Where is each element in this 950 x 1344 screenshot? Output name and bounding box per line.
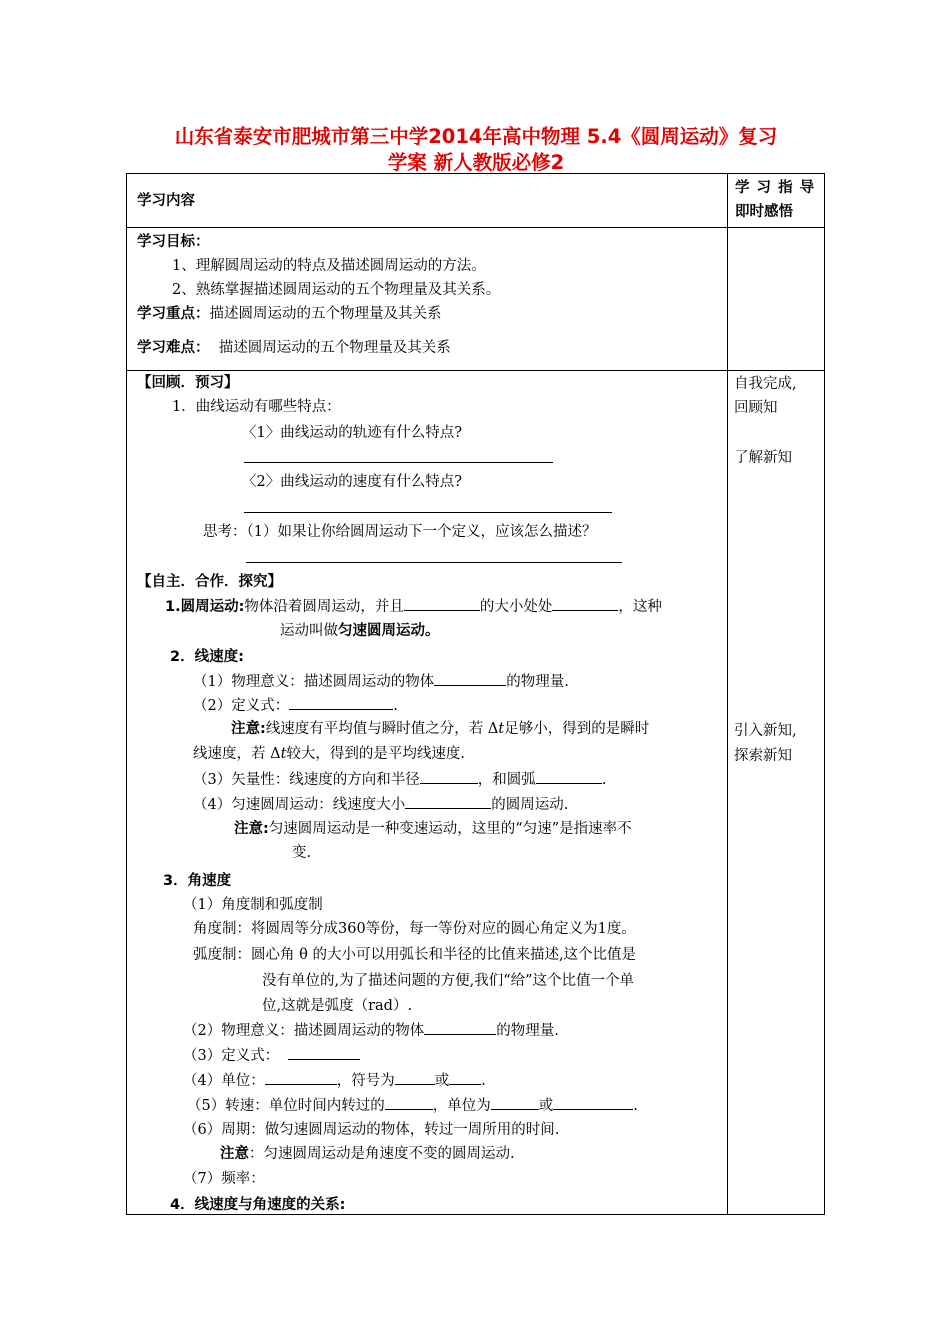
lv-meaning: 的物理量. <box>506 674 569 690</box>
circular-motion-text: 的大小处处 <box>479 599 553 615</box>
answer-line <box>244 512 612 513</box>
header-insight: 即时感悟 <box>735 204 793 220</box>
av-period: （6）周期：做匀速圆周运动的物体，转过一周所用的时间. <box>183 1122 560 1138</box>
lv-uniform: 的圆周运动. <box>491 797 569 813</box>
study-table <box>126 173 825 1215</box>
blank <box>491 1095 539 1110</box>
av-meaning: （2）物理意义：描述圆周运动的物体 <box>183 1023 425 1039</box>
blank <box>552 596 618 611</box>
av-rotation-speed: 或 <box>538 1098 554 1114</box>
av-degree-radian: （1）角度制和弧度制 <box>183 897 323 913</box>
difficulty-text: 描述圆周运动的五个物理量及其关系 <box>218 340 451 356</box>
goals-label: 学习目标： <box>137 234 210 250</box>
lv-vector: （3）矢量性：线速度的方向和半径 <box>193 772 420 788</box>
blank <box>405 794 491 809</box>
side-note-explore: 探索新知 <box>734 748 792 764</box>
lv-vector: ，和圆弧 <box>477 772 536 788</box>
lv-note: 线速度有平均值与瞬时值之分，若 Δ <box>265 721 499 737</box>
document-title-line2: 学案 新人教版必修2 <box>387 151 565 174</box>
av-rotation-speed: . <box>633 1098 638 1114</box>
review-question-1: 1．曲线运动有哪些特点： <box>172 399 341 415</box>
circular-motion-text: ，这种 <box>618 599 662 615</box>
note-label: 注意 <box>220 1146 249 1162</box>
blank <box>385 1095 433 1110</box>
column-divider <box>727 174 728 1214</box>
difficulty-label: 学习难点： <box>137 340 210 356</box>
av-unit: （4）单位： <box>183 1073 265 1089</box>
blank <box>424 1020 496 1035</box>
circular-motion-label: 1.圆周运动: <box>165 599 245 615</box>
av-radian-def: 位,这就是弧度（rad）. <box>262 998 413 1014</box>
blank <box>395 1070 435 1085</box>
side-note-self-complete: 自我完成, <box>734 376 797 392</box>
side-note-review: 回顾知 <box>734 400 778 416</box>
linear-velocity-heading: 2．线速度: <box>170 649 244 665</box>
lv-note: 线速度，若 Δ <box>193 746 281 762</box>
av-unit: ，符号为 <box>336 1073 395 1089</box>
blank <box>404 596 480 611</box>
review-question-1b: 〈2〉曲线运动的速度有什么特点? <box>242 474 462 490</box>
av-meaning: 的物理量. <box>496 1023 559 1039</box>
review-question-1a: 〈1〉曲线运动的轨迹有什么特点? <box>242 425 462 441</box>
av-note: ：匀速圆周运动是角速度不变的圆周运动. <box>249 1146 515 1162</box>
blank <box>553 1095 633 1110</box>
key-point-label: 学习重点： <box>137 306 210 322</box>
goal-item-1: 1、理解圆周运动的特点及描述圆周运动的方法。 <box>172 258 486 274</box>
angular-velocity-heading: 3．角速度 <box>163 873 232 889</box>
blank <box>420 769 478 784</box>
lv-note: 较大，得到的是平均线速度. <box>286 746 466 762</box>
circular-motion-text: 物体沿着圆周运动，并且 <box>244 599 404 615</box>
answer-line <box>246 562 622 563</box>
lv-uniform: （4）匀速圆周运动：线速度大小 <box>193 797 406 813</box>
lv-definition: . <box>393 698 398 714</box>
review-heading: 【回顾．预习】 <box>137 375 239 391</box>
header-study-content: 学习内容 <box>137 193 195 209</box>
lv-note: t <box>498 721 505 737</box>
blank <box>289 695 393 710</box>
lv-note: 足够小，得到的是瞬时 <box>504 721 650 737</box>
blank <box>536 769 602 784</box>
document-title-line1: 山东省泰安市肥城市第三中学2014年高中物理 5.4《圆周运动》复习 <box>174 125 778 148</box>
relation-heading: 4．线速度与角速度的关系: <box>170 1197 346 1213</box>
lv-note2: 变. <box>292 845 312 861</box>
side-note-introduce: 引入新知, <box>734 723 797 739</box>
note-label: 注意: <box>234 821 269 837</box>
av-rotation-speed: ，单位为 <box>432 1098 491 1114</box>
lv-note: t <box>280 746 287 762</box>
blank <box>288 1045 360 1060</box>
lv-meaning: （1）物理意义：描述圆周运动的物体 <box>193 674 435 690</box>
answer-line <box>244 462 553 463</box>
goal-item-2: 2、熟练掌握描述圆周运动的五个物理量及其关系。 <box>172 282 501 298</box>
lv-definition: （2）定义式： <box>193 698 290 714</box>
av-degree-def: 角度制：将圆周等分成360等份，每一等份对应的圆心角定义为1度。 <box>193 921 636 937</box>
av-definition: （3）定义式： <box>183 1048 280 1064</box>
av-rotation-speed: （5）转速：单位时间内转过的 <box>187 1098 385 1114</box>
note-label: 注意: <box>231 721 266 737</box>
lv-note2: 匀速圆周运动是一种变速运动，这里的“匀速”是指速率不 <box>268 821 632 837</box>
think-question: 思考：（1）如果让你给圆周运动下一个定义，应该怎么描述？ <box>203 524 597 540</box>
av-radian-def: 弧度制：圆心角 θ 的大小可以用弧长和半径的比值来描述,这个比值是 <box>193 947 637 963</box>
av-unit: 或 <box>434 1073 450 1089</box>
row-divider-goals <box>127 370 824 371</box>
key-point-text: 描述圆周运动的五个物理量及其关系 <box>209 306 442 322</box>
header-guide: 学 习 指 导 <box>735 180 816 196</box>
av-frequency: （7）频率： <box>183 1171 265 1187</box>
explore-heading: 【自主．合作．探究】 <box>137 574 282 590</box>
row-divider-header <box>127 227 824 228</box>
blank <box>449 1070 481 1085</box>
blank <box>265 1070 337 1085</box>
circular-motion-text: 运动叫做 <box>280 623 338 639</box>
lv-vector: . <box>601 772 607 788</box>
side-note-new-knowledge: 了解新知 <box>734 450 792 466</box>
av-radian-def: 没有单位的,为了描述问题的方便,我们“给”这个比值一个单 <box>262 973 635 989</box>
av-unit: . <box>481 1073 486 1089</box>
blank <box>434 671 506 686</box>
uniform-circular-motion-term: 匀速圆周运动。 <box>338 623 440 639</box>
